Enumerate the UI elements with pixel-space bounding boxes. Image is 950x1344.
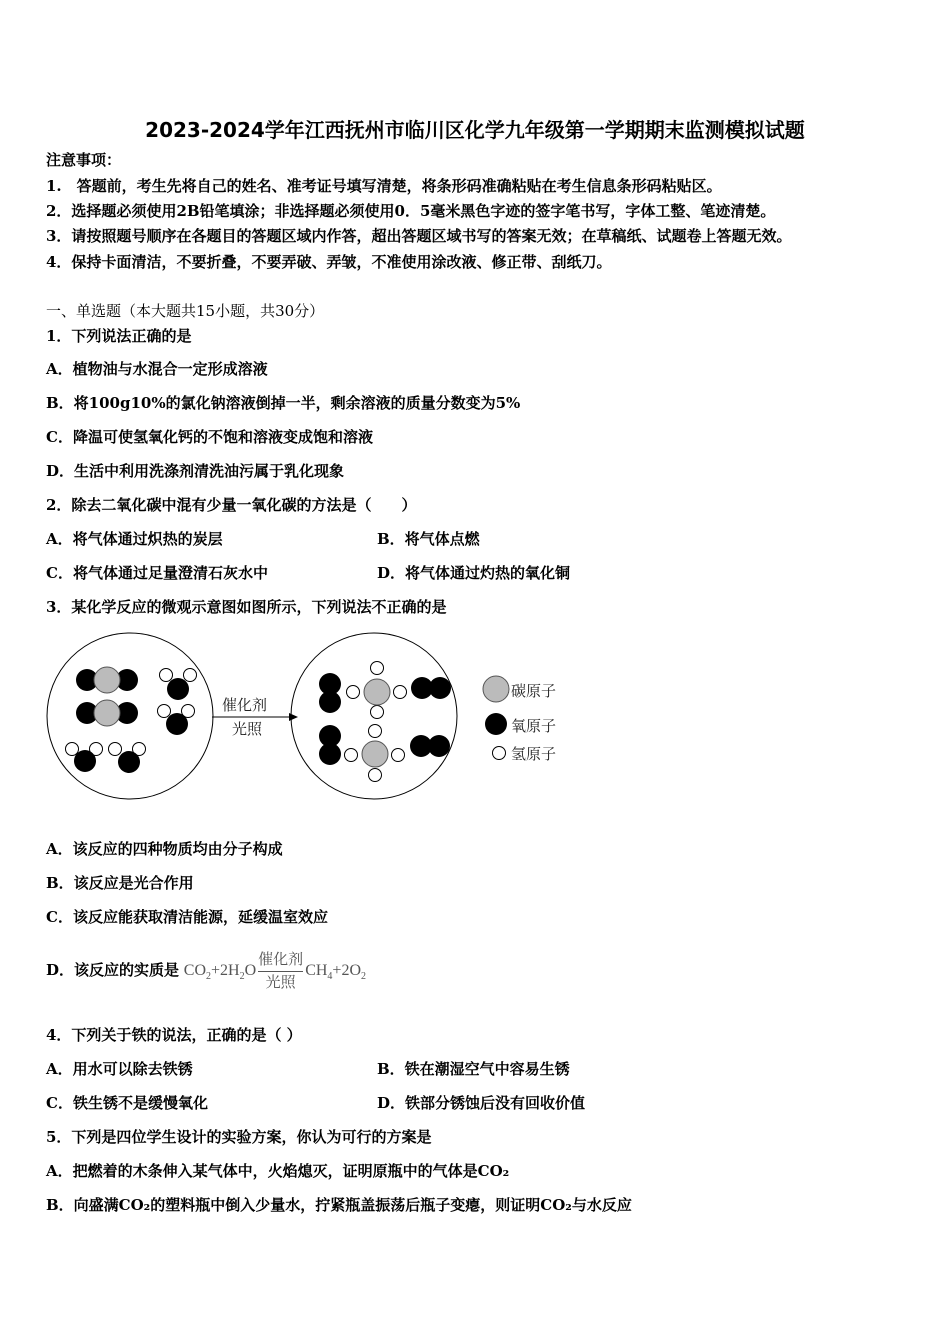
q3-option-c: C．该反应能获取清洁能源，延缓温室效应 [46,908,328,926]
q1-option-d: D．生活中利用洗涤剂清洗油污属于乳化现象 [46,462,345,480]
q4-option-a: A．用水可以除去铁锈 [46,1060,193,1078]
note-item: 2．选择题必须使用2B铅笔填涂；非选择题必须使用0．5毫米黑色字迹的签字笔书写，字体工整、笔迹清楚。 [46,202,776,220]
chemical-equation: $CO_2+2H_2O$ $\frac{\text{催化剂}}{\text{光照}}$ $CH_4+2O_2$ [184,962,366,979]
legend-hydrogen-label: 氢原子 [511,745,557,763]
q3-option-d [46,945,366,1002]
ch4-molecule [345,725,405,782]
note-item: 3．请按照题号顺序在各题目的答题区域内作答，超出答题区域书写的答案无效；在草稿纸、试题卷上答题无效。 [46,227,792,245]
legend-oxygen-icon [485,713,507,735]
arrow-condition-top: 催化剂 [222,696,268,714]
arrow-condition-bottom: 光照 [232,720,263,738]
h2o-molecule [158,705,195,736]
question-4-stem: 4．下列关于铁的说法，正确的是（ ） [46,1026,302,1044]
note-item: 1. 答题前，考生先将自己的姓名、准考证号填写清楚，将条形码准确粘贴在考生信息条形码粘贴区。 [46,177,722,195]
page-title: 2023-2024学年江西抚州市临川区化学九年级第一学期期末监测模拟试题 [145,118,805,142]
q1-option-c: C．降温可使氢氧化钙的不饱和溶液变成饱和溶液 [46,428,373,446]
q1-option-a: A．植物油与水混合一定形成溶液 [46,360,268,378]
notes-heading: 注意事项： [46,151,122,169]
o2-molecule [411,677,451,699]
h2o-molecule [109,743,146,774]
note-item: 4．保持卡面清洁，不要折叠，不要弄破、弄皱，不准使用涂改液、修正带、刮纸刀。 [46,253,612,271]
q2-option-c: C．将气体通过足量澄清石灰水中 [46,564,268,582]
ch4-molecule [347,662,407,719]
q4-option-b: B．铁在潮湿空气中容易生锈 [377,1060,570,1078]
legend-hydrogen-icon [493,747,506,760]
h2o-molecule [66,743,103,773]
q4-option-c: C．铁生锈不是缓慢氧化 [46,1094,208,1112]
q4-option-d: D．铁部分锈蚀后没有回收价值 [377,1094,586,1112]
question-5-stem: 5．下列是四位学生设计的实验方案，你认为可行的方案是 [46,1128,432,1146]
q2-option-a: A．将气体通过炽热的炭层 [46,530,223,548]
h2o-molecule [160,669,197,701]
o2-molecule [410,735,450,757]
q3-option-a: A．该反应的四种物质均由分子构成 [46,840,283,858]
question-3-stem: 3．某化学反应的微观示意图如图所示，下列说法不正确的是 [46,598,447,616]
legend-carbon-icon [483,676,509,702]
o2-molecule [319,725,341,765]
legend-oxygen-label: 氧原子 [511,717,557,735]
q5-option-a: A．把燃着的木条伸入某气体中，火焰熄灭，证明原瓶中的气体是CO₂ [46,1162,510,1180]
arrow-head-icon [289,713,298,721]
q3-option-b: B．该反应是光合作用 [46,874,194,892]
legend-carbon-label: 碳原子 [511,682,557,700]
section-heading: 一、单选题（本大题共15小题，共30分） [46,302,325,320]
co2-molecule [76,667,138,693]
q2-option-b: B．将气体点燃 [377,530,480,548]
reaction-condition: $\frac{\text{催化剂}}{\text{光照}}$ [258,949,303,994]
q5-option-b: B．向盛满CO₂的塑料瓶中倒入少量水，拧紧瓶盖振荡后瓶子变瘪，则证明CO₂与水反应 [46,1196,632,1214]
q1-option-b: B．将100g10%的氯化钠溶液倒掉一半，剩余溶液的质量分数变为5% [46,394,521,412]
o2-molecule [319,673,341,713]
q3-option-d-text: D．该反应的实质是 [46,961,180,979]
co2-molecule [76,700,138,726]
question-1-stem: 1．下列说法正确的是 [46,327,192,345]
question-2-stem: 2．除去二氧化碳中混有少量一氧化碳的方法是（ ） [46,496,417,514]
q2-option-d: D．将气体通过灼热的氧化铜 [377,564,571,582]
